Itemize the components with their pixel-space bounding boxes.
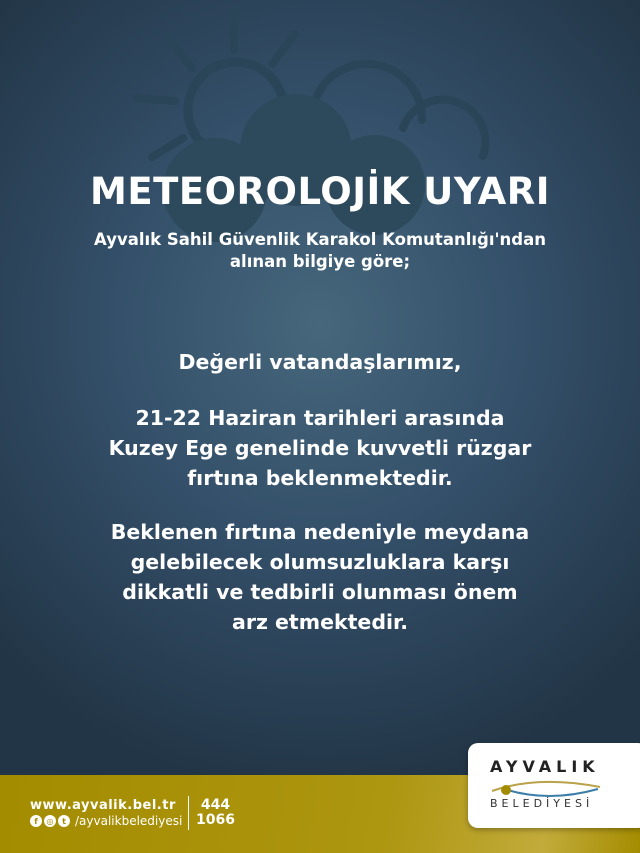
text-line: arz etmektedir. [232, 610, 408, 634]
text-line: Beklenen fırtına nedeniyle meydana [110, 520, 530, 544]
phone-line: 1066 [196, 812, 235, 828]
paragraph-2 [0, 517, 640, 637]
page-title: METEOROLOJİK UYARI [90, 170, 550, 213]
facebook-icon[interactable]: f [30, 815, 42, 827]
text-line: fırtına beklenmektedir. [187, 466, 453, 490]
phone-line: 444 [200, 797, 231, 813]
divider [188, 796, 189, 830]
subtitle [0, 229, 640, 273]
municipality-logo [468, 743, 640, 828]
subtitle-line: alınan bilgiye göre; [229, 252, 411, 271]
instagram-icon[interactable]: ◎ [44, 815, 56, 827]
social-handle: /ayvalikbelediyesi [75, 814, 183, 828]
sun-cloud-icon [0, 0, 640, 330]
greeting: Değerli vatandaşlarımız, [178, 350, 462, 374]
text-line: Kuzey Ege genelinde kuvvetli rüzgar [108, 436, 532, 460]
phone-number [196, 798, 235, 828]
twitter-icon[interactable]: t [58, 815, 70, 827]
text-line: dikkatli ve tedbirli olunması önem [122, 580, 518, 604]
logo-name: AYVALIK [490, 757, 600, 776]
logo-emblem-icon [488, 777, 608, 799]
text-line: gelebilecek olumsuzluklara karşı [130, 550, 510, 574]
social-row [30, 814, 182, 828]
paragraph-1 [0, 403, 640, 493]
website-link[interactable]: www.ayvalik.bel.tr [30, 798, 176, 813]
subtitle-line: Ayvalık Sahil Güvenlik Karakol Komutanlığı'ndan [94, 230, 546, 249]
logo-subtitle: BELEDİYESİ [490, 797, 594, 810]
text-line: 21-22 Haziran tarihleri arasında [135, 406, 505, 430]
